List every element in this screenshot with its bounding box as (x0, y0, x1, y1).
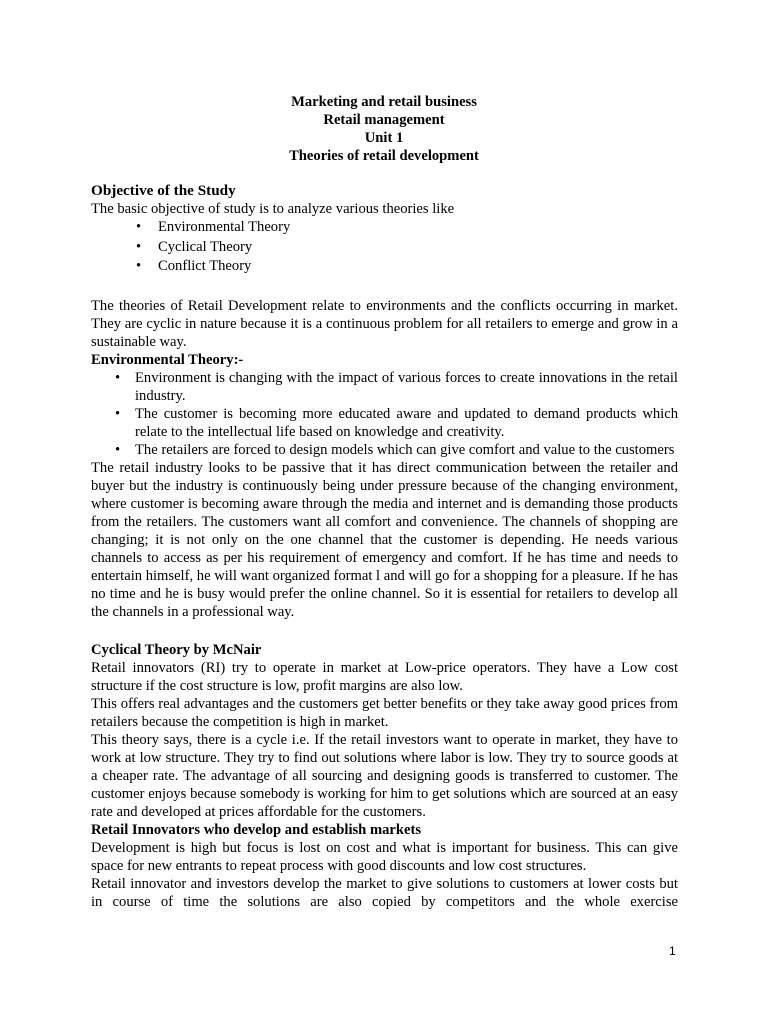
bullet-icon: • (136, 219, 142, 235)
innovators-heading: Retail Innovators who develop and establish markets (91, 821, 422, 838)
title-block (0, 93, 768, 165)
document-body (91, 182, 678, 911)
list-item: • Cyclical Theory (91, 238, 678, 258)
bullet-icon: • (115, 441, 121, 458)
cyclical-paragraph: This offers real advantages and the customers get better benefits or they take away good prices from retailers because the competition is high in market. (91, 695, 678, 730)
cyclical-paragraph: Retail innovators (RI) try to operate in market at Low-price operators. They have a Low cost structure if the cost structure is low, profit margins are also low. (91, 659, 678, 694)
environmental-bullets (91, 369, 678, 459)
list-item: • The retailers are forced to design models which can give comfort and value to the customers (115, 441, 675, 458)
list-item: • Environment is changing with the impact of various forces to create innovations in the retail industry. (115, 369, 678, 404)
objective-intro: The basic objective of study is to analyze various theories like (91, 201, 455, 217)
cyclical-heading: Cyclical Theory by McNair (91, 641, 262, 658)
bullet-icon: • (115, 369, 121, 386)
title-line: Theories of retail development (289, 148, 479, 164)
title-line: Retail management (323, 112, 445, 128)
objective-list (91, 218, 678, 277)
bullet-icon: • (136, 238, 142, 255)
list-item: • Environmental Theory (91, 218, 678, 238)
innovators-paragraph: Retail innovator and investors develop the market to give solutions to customers at lower costs but in course of time the solutions are also copied by competitors and the whole exercise (91, 875, 678, 910)
environmental-heading: Environmental Theory:- (91, 351, 244, 368)
cyclical-paragraph: This theory says, there is a cycle i.e. If the retail investors want to operate in market, they have to work at low structure. They try to find out solutions where labor is low. They try to source goods at a cheaper rate. The advantage of all sourcing and designing goods is transferred to customer. The customer enjoys because somebody is working for him to get solutions which are sourced at an easy rate and developed at prices affordable for the customers. (91, 731, 678, 820)
objective-heading: Objective of the Study (91, 182, 236, 199)
title-line: Unit 1 (364, 130, 404, 146)
page-number: 1 (669, 944, 676, 958)
environmental-body: The retail industry looks to be passive that it has direct communication between the retailer and buyer but the industry is continuously being under pressure because of the changing environment, where customer is becoming aware through the media and internet and is demanding those products from the retailers. The customers want all comfort and convenience. The channels of shopping are changing; it is not only on the one channel that the customer is depending. He needs various channels to access as per his requirement of emergency and comfort. If he has time and needs to entertain himself, he will want organized format l and will go for a shopping for a pleasure. If he has no time and he is busy would prefer the online channel. So it is essential for retailers to develop all the channels in a professional way. (91, 459, 678, 620)
list-item: • The customer is becoming more educated aware and updated to demand products which relate to the intellectual life based on knowledge and creativity. (115, 405, 678, 440)
innovators-paragraph: Development is high but focus is lost on cost and what is important for business. This can give space for new entrants to repeat process with good discounts and low cost structures. (91, 839, 678, 874)
title-line: Marketing and retail business (291, 94, 477, 110)
bullet-icon: • (115, 405, 121, 422)
list-item: • Conflict Theory (91, 257, 678, 277)
overview-paragraph: The theories of Retail Development relate to environments and the conflicts occurring in market. They are cyclic in nature because it is a continuous problem for all retailers to emerge and grow in a sustainable way. (91, 297, 678, 350)
bullet-icon: • (136, 258, 142, 274)
